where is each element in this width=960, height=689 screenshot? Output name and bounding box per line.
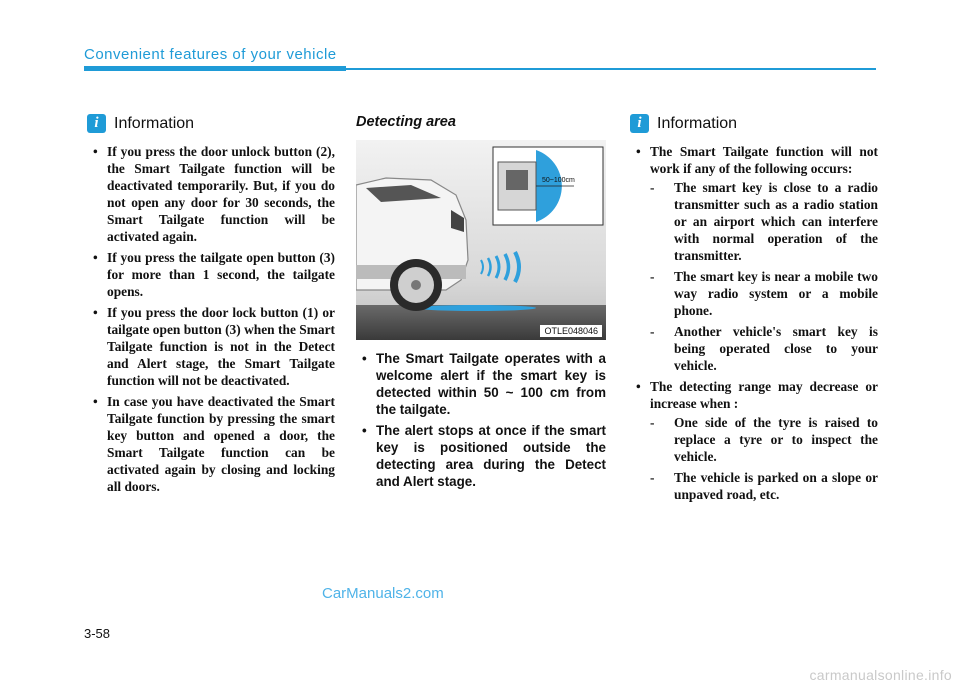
list-item: • If you press the door lock button (1) or tailgate open button (3) when the Smart Tailgate function is not in the Detect and Alert stage, the Smart Tailgate function will not be deactivated. (87, 304, 335, 389)
info-title-right: Information (657, 114, 738, 132)
bullet-text: The detecting range may decrease or increase when : (650, 379, 878, 411)
sub-list-item: - The smart key is near a mobile two way radio system or a mobile phone. (650, 268, 878, 319)
info-heading-right (630, 114, 878, 133)
info-title-left: Information (114, 114, 195, 132)
section-title-detecting-area: Detecting area (356, 114, 456, 130)
info-heading-left (87, 114, 335, 133)
list-item (630, 378, 878, 503)
figure-code: OTLE048046 (540, 325, 602, 337)
list-item: • If you press the tailgate open button (3) for more than 1 second, the tailgate opens. (87, 249, 335, 300)
sub-list (650, 414, 878, 503)
bullet-text: The Smart Tailgate function will not work if any of the following occurs: (650, 144, 878, 176)
list-item (630, 143, 878, 374)
sub-list-item: - The smart key is close to a radio transmitter such as a radio station or an airport which can interfere with normal operation of the transmitter. (650, 179, 878, 264)
info-bullet-list-left (87, 143, 335, 495)
car-illustration (356, 140, 606, 340)
header-rule-thin (346, 68, 876, 70)
detecting-bullet-list (356, 350, 606, 490)
sub-list-item: - One side of the tyre is raised to replace a tyre or to inspect the vehicle. (650, 414, 878, 465)
list-item: • If you press the door unlock button (2), the Smart Tailgate function will be deactivated temporarily. But, if you do not open any door for 30 seconds, the Smart Tailgate function will be activated again. (87, 143, 335, 245)
watermark-link[interactable]: CarManuals2.com (322, 585, 444, 602)
left-column (87, 114, 335, 499)
right-column (630, 114, 878, 507)
middle-column (356, 114, 606, 494)
list-item: • The alert stops at once if the smart key is positioned outside the detecting area during the Detect and Alert stage. (356, 422, 606, 490)
watermark-corner: carmanualsonline.info (809, 667, 952, 683)
section-header-title: Convenient features of your vehicle (84, 46, 337, 63)
range-label: 50~100cm (542, 177, 575, 184)
info-bullet-list-right (630, 143, 878, 503)
detecting-area-figure (356, 140, 606, 340)
info-icon: i (87, 114, 106, 133)
page-number: 3-58 (84, 626, 111, 641)
sub-list-item: - Another vehicle's smart key is being operated close to your vehicle. (650, 323, 878, 374)
sub-list (650, 179, 878, 374)
list-item: • In case you have deactivated the Smart Tailgate function by pressing the smart key button and opened a door, the Smart Tailgate function can be activated again by closing and locking all doors. (87, 393, 335, 495)
info-icon: i (630, 114, 649, 133)
header-rule-thick (84, 66, 346, 71)
list-item: • The Smart Tailgate operates with a welcome alert if the smart key is detected within 50 ~ 100 cm from the tailgate. (356, 350, 606, 418)
sub-list-item: - The vehicle is parked on a slope or unpaved road, etc. (650, 469, 878, 503)
